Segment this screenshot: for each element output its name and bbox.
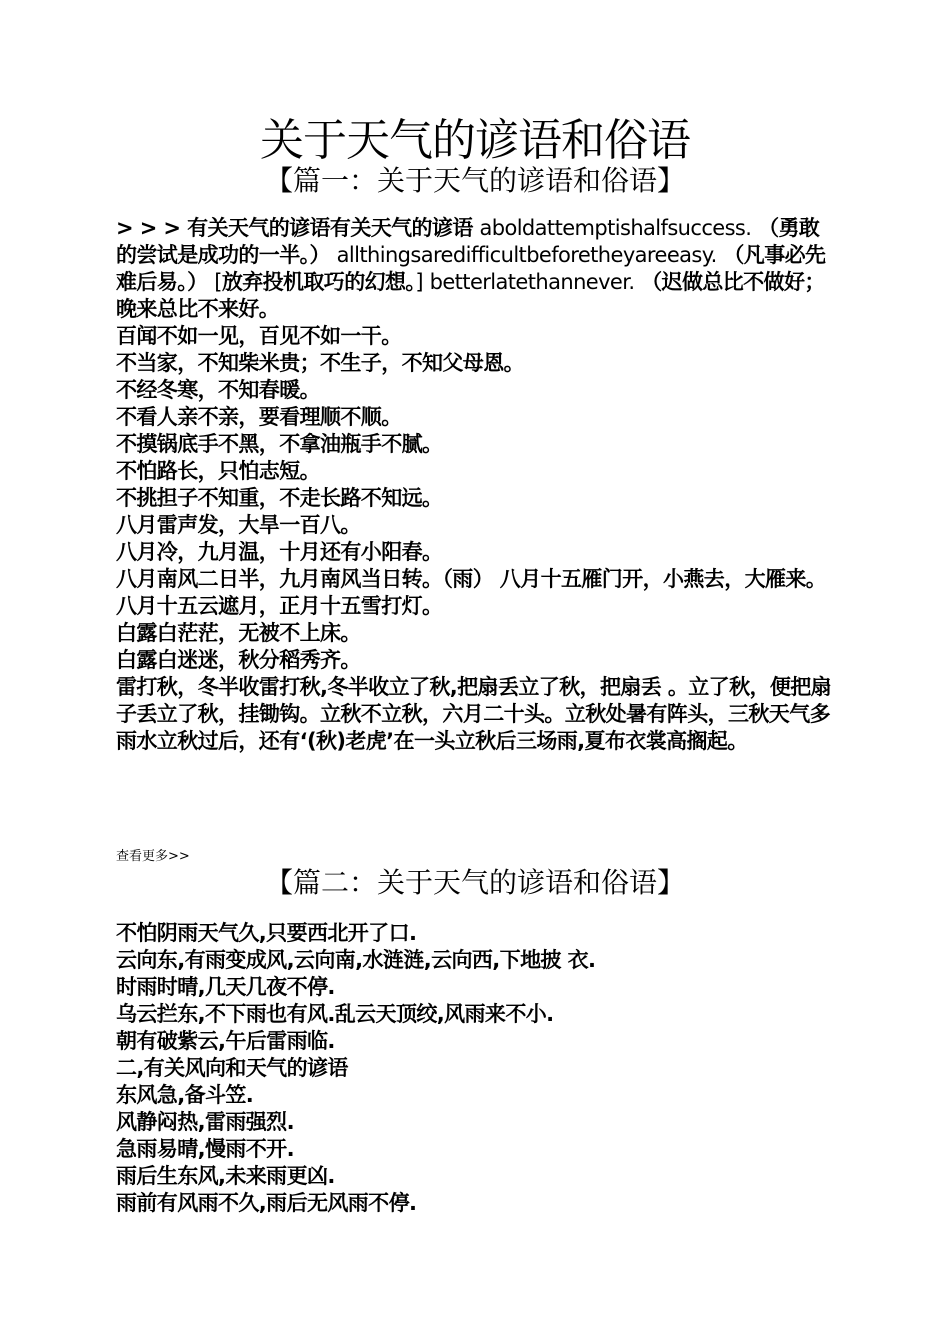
- proverb-line: 不当家，不知柴米贵；不生子，不知父母恩。: [116, 351, 524, 375]
- proverb-line: 不经冬寒，不知春暖。: [116, 378, 320, 402]
- proverb-line: 八月冷，九月温，十月还有小阳春。: [116, 540, 443, 564]
- chinese-translation-4: （迟做总比不做好；晚来总比不来好。: [116, 270, 825, 321]
- proverb-line: 八月南风二日半，九月南风当日转。（雨） 八月十五雁门开，小燕去，大雁来。: [116, 567, 827, 591]
- section-heading-1: 【篇一：关于天气的谚语和俗语】: [264, 164, 685, 197]
- proverb-line: 云向东,有雨变成风,云向南,水涟涟,云向西,下地披 衣.: [116, 948, 596, 972]
- bracket-close: ]: [415, 270, 423, 294]
- proverb-line: 东风急,备斗笠.: [116, 1083, 254, 1107]
- proverb-line: 不怕路长，只怕志短。: [116, 459, 320, 483]
- proverb-line: 急雨易晴,慢雨不开.: [116, 1137, 294, 1161]
- section-2-body: [116, 920, 836, 1217]
- proverb-line: 白露白迷迷，秋分稻秀齐。: [116, 648, 361, 672]
- subheading-wind-direction: 二,有关风向和天气的谚语: [116, 1056, 348, 1080]
- english-proverb-3: betterlatethannever.: [429, 270, 635, 294]
- section-1-body: [116, 215, 836, 755]
- document-title: 关于天气的谚语和俗语: [260, 115, 690, 166]
- paragraph-intro: [116, 215, 836, 323]
- chinese-translation-2: （凡事必先难后易。）: [116, 243, 826, 294]
- proverb-paragraph: 雷打秋，冬半收雷打秋,冬半收立了秋,把扇丢立了秋，把扇丢 。立了秋，便把扇子丢立了秋，挂锄钩。立秋不立秋，六月二十头。立秋处暑有阵头，三秋天气多雨水立秋过后，还有‘(秋)老虎’在一头立秋后三场雨,夏布衣裳高搁起。: [116, 675, 832, 753]
- proverb-line: 风静闷热,雷雨强烈.: [116, 1110, 294, 1134]
- proverb-line: 不摸锅底手不黑，不拿油瓶手不腻。: [116, 432, 443, 456]
- proverb-line: 白露白茫茫，无被不上床。: [116, 621, 361, 645]
- proverb-line: 雨前有风雨不久,雨后无风雨不停.: [116, 1191, 417, 1215]
- proverb-line: 乌云拦东,不下雨也有风.乱云天顶绞,风雨来不小.: [116, 1002, 554, 1026]
- proverb-line: 八月雷声发，大旱一百八。: [116, 513, 361, 537]
- english-proverb-1: aboldattemptishalfsuccess.: [479, 216, 752, 240]
- chinese-translation-1: （勇敢的尝试是成功的一半。）: [116, 216, 820, 267]
- proverb-line: 朝有破紫云,午后雷雨临.: [116, 1029, 335, 1053]
- section-heading-2: 【篇二：关于天气的谚语和俗语】: [264, 866, 685, 899]
- proverb-line: 八月十五云遮月，正月十五雪打灯。: [116, 594, 443, 618]
- proverb-line: 雨后生东风,未来雨更凶.: [116, 1164, 335, 1188]
- bracket-open: [: [214, 270, 222, 294]
- proverb-line: 不挑担子不知重，不走长路不知远。: [116, 486, 443, 510]
- proverb-line: 不怕阴雨天气久,只要西北开了口.: [116, 921, 417, 945]
- proverb-line: 百闻不如一见，百见不如一干。: [116, 324, 402, 348]
- proverb-line: 不看人亲不亲，要看理顺不顺。: [116, 405, 402, 429]
- english-proverb-2: allthingsaredifficultbeforetheyareeasy.: [336, 243, 717, 267]
- view-more-link[interactable]: 查看更多>>: [116, 849, 190, 864]
- intro-arrows-heading: > > > 有关天气的谚语有关天气的谚语: [116, 216, 473, 240]
- proverb-line: 时雨时晴,几天几夜不停.: [116, 975, 335, 999]
- chinese-translation-3: 放弃投机取巧的幻想。: [221, 270, 416, 294]
